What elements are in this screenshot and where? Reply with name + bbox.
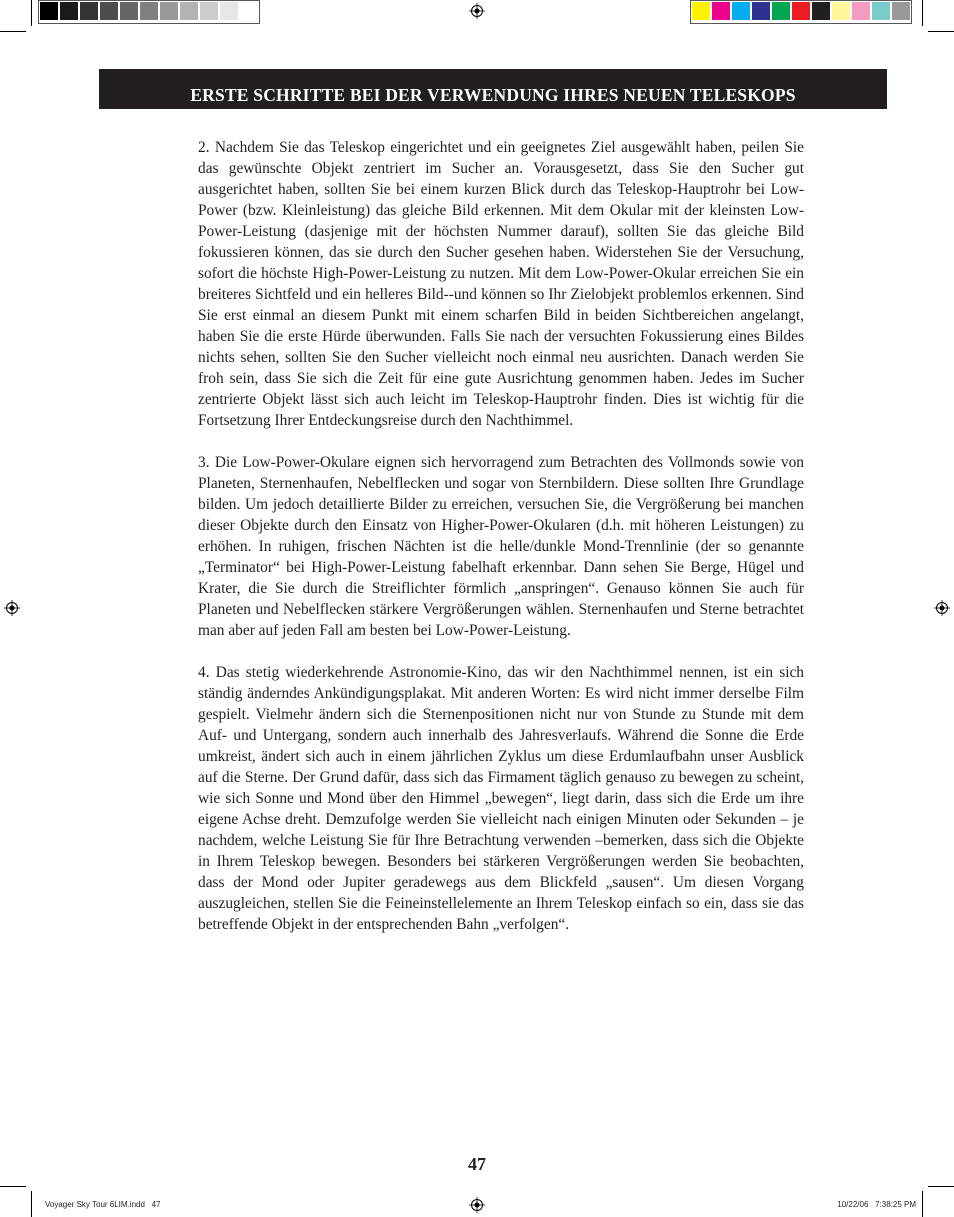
color-swatch bbox=[159, 1, 179, 21]
color-swatch bbox=[79, 1, 99, 21]
color-swatch bbox=[751, 1, 771, 21]
color-swatch bbox=[691, 1, 711, 21]
paragraph: 2. Nachdem Sie das Teleskop eingerichtet und ein geeignetes Ziel ausgewählt haben, peilen Sie das gewünschte Objekt zentriert im Sucher an. Vorausgesetzt, dass Sie den Sucher gut ausgerichtet haben, sollten Sie bei einem kurzen Blick durch das Teleskop-Hauptrohr bei Low-Power (bzw. Kleinleistung) das gleiche Bild erkennen. Mit dem Okular mit der kleinsten Low-Power-Leistung (dasjenige mit der höchsten Nummer darauf), sollten Sie das gleiche Bild fokussieren können, das sie durch den Sucher gesehen haben. Widerstehen Sie der Versuchung, sofort die höchste High-Power-Leistung zu nutzen. Mit dem Low-Power-Okular erreichen Sie ein breiteres Sichtfeld und ein helleres Bild--und können so Ihr Zielobjekt problemlos erkennen. Sind Sie erst einmal an diesem Punkt mit einem scharfen Bild in beiden Sichtbereichen angelangt, haben Sie die erste Hürde überwunden. Falls Sie nach der versuchten Fokussierung eines Bildes nichts sehen, sollten Sie den Sucher vielleicht noch einmal neu ausrichten. Danach werden Sie froh sein, dass Sie sich die Zeit für eine gute Ausrichtung genommen haben. Jedes im Sucher zentrierte Objekt lässt sich auch leicht im Teleskop-Hauptrohr finden. Dies ist wichtig für die Fortsetzung Ihrer Entdeckungsreise durch den Nachthimmel. bbox=[198, 139, 804, 429]
paragraph: 3. Die Low-Power-Okulare eignen sich hervorragend zum Betrachten des Vollmonds sowie von Planeten, Sternenhaufen, Nebelflecken und sogar von Sternbildern. Diese sollten Ihre Grundlage bilden. Um jedoch detaillierte Bilder zu erreichen, versuchen Sie, die Vergrößerung bei manchen dieser Objekte durch den Einsatz von Higher-Power-Okularen (d.h. mit höheren Leistungen) zu erhöhen. In ruhigen, frischen Nächten ist die helle/dunkle Mond-Trennlinie (der so genannte „Terminator“ bei High-Power-Leistung fabelhaft erkennbar. Dann sehen Sie Berge, Hügel und Krater, die Sie durch die Streiflichter förmlich „anspringen“. Genauso können Sie auch für Planeten und Nebelflecken stärkere Vergrößerungen wählen. Sternenhaufen und Sterne betrachtet man aber auf jeden Fall am besten bei Low-Power-Leistung. bbox=[198, 454, 804, 639]
page-number: 47 bbox=[468, 1154, 486, 1174]
color-swatch bbox=[891, 1, 911, 21]
color-swatch bbox=[811, 1, 831, 21]
registration-mark-icon bbox=[4, 600, 20, 616]
color-swatch bbox=[731, 1, 751, 21]
color-swatch bbox=[179, 1, 199, 21]
process-color-bar bbox=[690, 0, 912, 24]
crop-mark bbox=[928, 1186, 954, 1187]
color-swatch bbox=[851, 1, 871, 21]
section-title: ERSTE SCHRITTE BEI DER VERWENDUNG IHRES NEUEN TELESKOPS bbox=[190, 85, 796, 105]
crop-mark bbox=[31, 1191, 32, 1217]
body-text bbox=[198, 137, 804, 956]
color-swatch bbox=[219, 1, 239, 21]
crop-mark bbox=[928, 31, 954, 32]
registration-mark-icon bbox=[469, 1197, 485, 1213]
grayscale-color-bar bbox=[38, 0, 260, 24]
color-swatch bbox=[99, 1, 119, 21]
color-swatch bbox=[39, 1, 59, 21]
color-swatch bbox=[199, 1, 219, 21]
crop-mark bbox=[922, 1191, 923, 1217]
color-swatch bbox=[831, 1, 851, 21]
footer-file-name: Voyager Sky Tour 6LIM.indd 47 bbox=[45, 1200, 161, 1209]
color-swatch bbox=[59, 1, 79, 21]
color-swatch bbox=[139, 1, 159, 21]
crop-mark bbox=[0, 1186, 26, 1187]
color-swatch bbox=[791, 1, 811, 21]
crop-mark bbox=[0, 31, 26, 32]
section-header bbox=[99, 69, 887, 109]
color-swatch bbox=[239, 1, 259, 21]
crop-mark bbox=[922, 0, 923, 26]
registration-mark-icon bbox=[469, 3, 485, 19]
paragraph: 4. Das stetig wiederkehrende Astronomie-Kino, das wir den Nachthimmel nennen, ist ein sich ständig änderndes Ankündigungsplakat. Mit anderen Worten: Es wird nicht immer derselbe Film gespielt. Vielmehr ändern sich die Sternenpositionen nicht nur von Stunde zu Stunde mit dem Auf- und Untergang, sondern auch innerhalb des Jahresverlaufs. Während die Sonne die Erde umkreist, ändert sich auch in einem jährlichen Zyklus um diese Erdumlaufbahn unser Ausblick auf die Sterne. Der Grund dafür, dass sich das Firmament täglich genauso zu bewegen zu scheint, wie sich Sonne und Mond über den Himmel „bewegen“, liegt darin, dass sich die Erde um ihre eigene Achse dreht. Demzufolge werden Sie vielleicht nach einigen Minuten oder Sekunden – je nachdem, welche Leistung Sie für Ihre Betrachtung verwenden –bemerken, dass sich die Objekte in Ihrem Teleskop bewegen. Besonders bei stärkeren Vergrößerungen werden Sie beobachten, dass der Mond oder Jupiter geradewegs aus dem Blickfeld „sausen“. Um diesen Vorgang auszugleichen, stellen Sie die Feineinstellelemente an Ihrem Teleskop einfach so ein, dass sie das betreffende Objekt in der entsprechenden Bahn „verfolgen“. bbox=[198, 664, 804, 933]
registration-mark-icon bbox=[934, 600, 950, 616]
color-swatch bbox=[871, 1, 891, 21]
crop-mark bbox=[31, 0, 32, 26]
footer-timestamp: 10/22/06 7:38:25 PM bbox=[837, 1200, 916, 1209]
color-swatch bbox=[119, 1, 139, 21]
color-swatch bbox=[711, 1, 731, 21]
color-swatch bbox=[771, 1, 791, 21]
